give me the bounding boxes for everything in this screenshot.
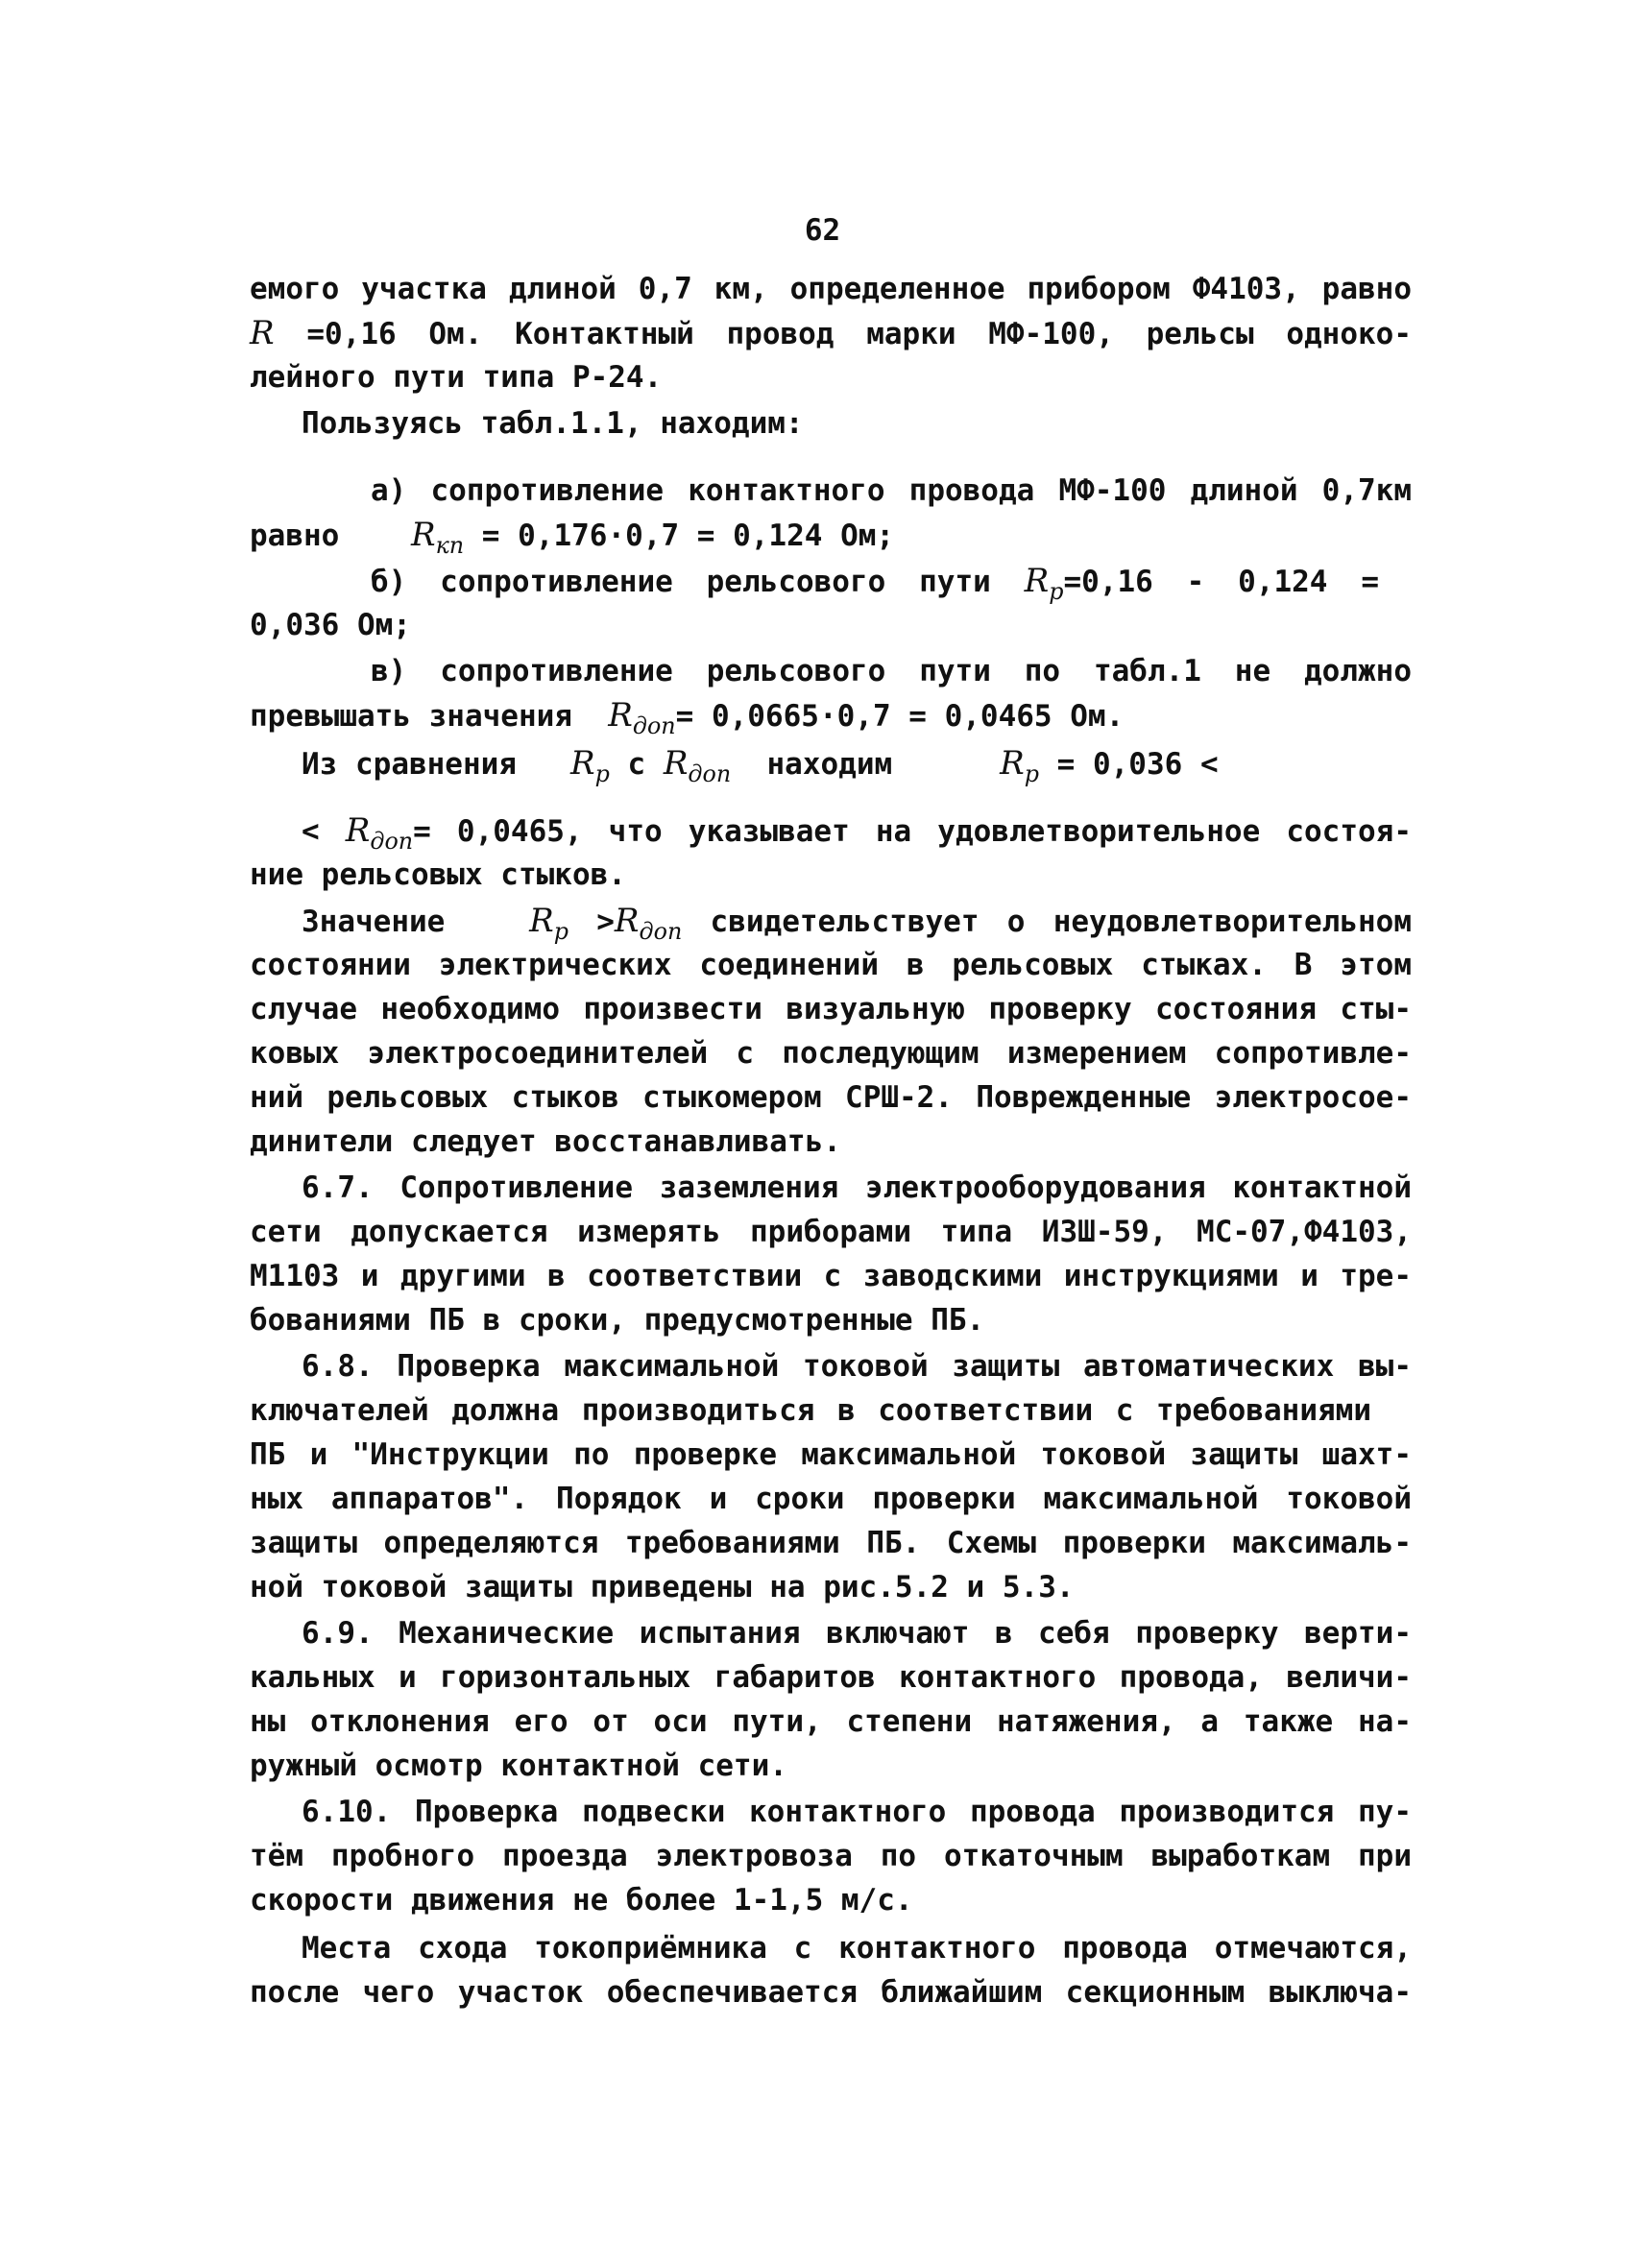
text-line: 6.8. Проверка максимальной токовой защиты автоматических вы- [302, 1349, 1412, 1384]
text-line: ПБ и "Инструкции по проверке максимальной токовой защиты шахт- [250, 1437, 1412, 1472]
text-line: б) сопротивление рельсового пути $R_р=0,16 - 0,124$ = [371, 562, 1380, 605]
text-line: ной токовой защиты приведены на рис.5.2 и 5.3. [250, 1570, 1075, 1604]
text-line: сети допускается измерять приборами типа ИЗШ-59, МС-07,Ф4103, [250, 1215, 1412, 1249]
text-line: ных аппаратов". Порядок и сроки проверки максимальной токовой [250, 1482, 1412, 1516]
text-line: ключателей должна производиться в соответствии с требованиями [250, 1393, 1371, 1428]
text-line: а) сопротивление контактного провода МФ-100 длиной 0,7км [371, 473, 1412, 508]
text-line: 0,036 Ом; [250, 608, 411, 642]
text-line: равно $R_{кп} = 0,176\cdot 0,7 = 0,124$ Ом; [250, 516, 895, 559]
text-line: Места схода токоприёмника с контактного провода отмечаются, [302, 1931, 1412, 1966]
text-line: ружный осмотр контактной сети. [250, 1749, 787, 1783]
text-line: случае необходимо произвести визуальную проверку состояния сты- [250, 992, 1412, 1026]
text-line: защиты определяются требованиями ПБ. Схемы проверки максималь- [250, 1526, 1412, 1560]
text-line: Пользуясь табл.1.1, находим: [302, 406, 804, 441]
text-line: 6.9. Механические испытания включают в себя проверку верти- [302, 1616, 1412, 1651]
text-line: емого участка длиной 0,7 км, определенное прибором Ф4103, равно [250, 272, 1412, 306]
text-line: < $R_{доп}= 0,0465$, что указывает на удовлетворительное состоя- [302, 811, 1413, 855]
text-line: после чего участок обеспечивается ближайшим секционным выключа- [250, 1975, 1412, 2010]
text-line: превышать значения $R_{доп}= 0,0665\cdot 0,7 = 0,0465$ Ом. [250, 696, 1125, 739]
text-line: динители следует восстанавливать. [250, 1124, 841, 1159]
text-line: ны отклонения его от оси пути, степени натяжения, а также на- [250, 1704, 1412, 1739]
text-line: М1103 и другими в соответствии с заводскими инструкциями и тре- [250, 1259, 1412, 1293]
text-line: 6.7. Сопротивление заземления электрооборудования контактной [302, 1170, 1412, 1205]
text-line: Значение $R_р >R_{доп}$ свидетельствует о неудовлетворительном [302, 902, 1412, 945]
text-line: в) сопротивление рельсового пути по табл.1 не должно [371, 654, 1412, 688]
page-number: 62 [804, 213, 841, 248]
text-line: скорости движения не более 1-1,5 м/с. [250, 1883, 913, 1918]
text-line: Из сравнения $R_р$ с $R_{доп}$ находим $R_р = 0,036$ < [302, 744, 1219, 787]
text-line: 6.10. Проверка подвески контактного провода производится пу- [302, 1795, 1412, 1829]
text-line: ковых электросоединителей с последующим измерением сопротивле- [250, 1036, 1412, 1071]
text-line: ние рельсовых стыков. [250, 857, 626, 892]
text-line: бованиями ПБ в сроки, предусмотренные ПБ. [250, 1303, 985, 1338]
text-line: тём пробного проезда электровоза по откаточным выработкам при [250, 1839, 1412, 1873]
text-line: R =0,16 Ом. Контактный провод марки МФ-100, рельсы одноко- [250, 314, 1412, 352]
text-line: лейного пути типа Р-24. [250, 360, 663, 395]
text-line: кальных и горизонтальных габаритов контактного провода, величи- [250, 1660, 1412, 1695]
text-line: состоянии электрических соединений в рельсовых стыках. В этом [250, 948, 1412, 982]
text-line: ний рельсовых стыков стыкомером СРШ-2. Поврежденные электросое- [250, 1080, 1412, 1115]
